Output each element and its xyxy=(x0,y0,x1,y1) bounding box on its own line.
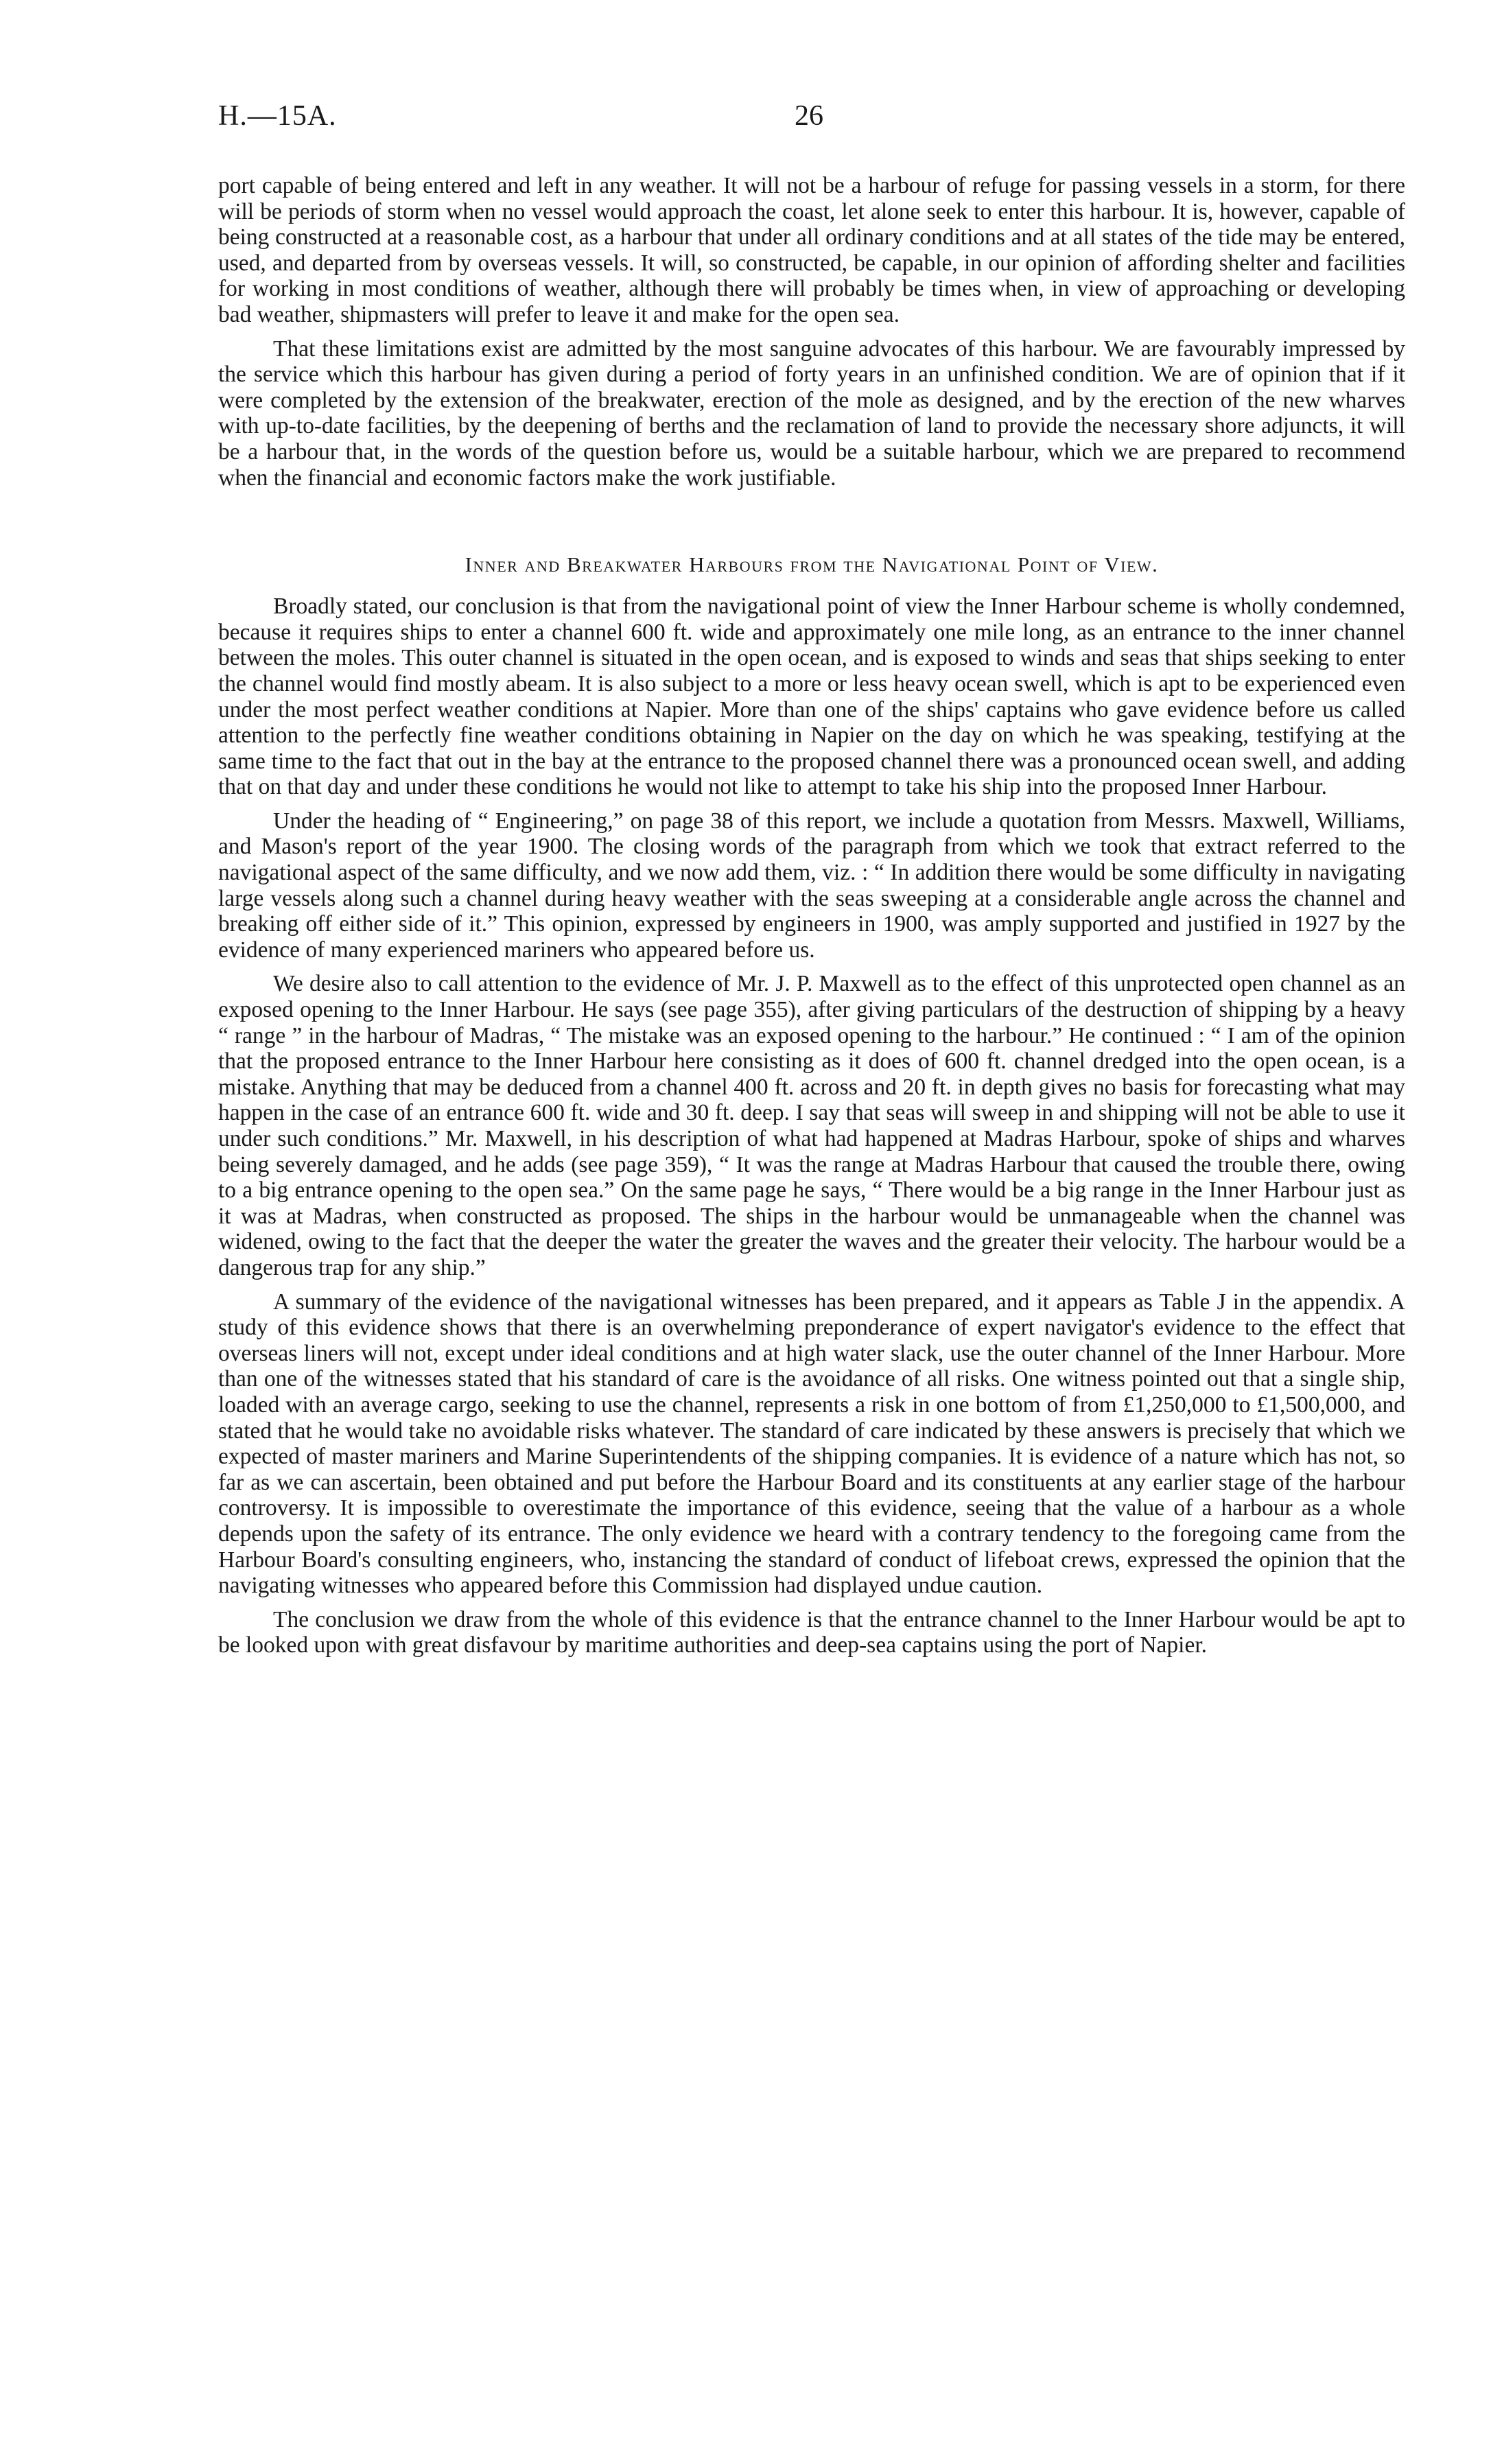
document-reference: H.—15A. xyxy=(218,100,337,132)
paragraph: We desire also to call attention to the evidence of Mr. J. P. Maxwell as to the effect of this unprotected open channel as an exposed opening to the Inner Harbour. He says (see page 355), after giving particulars of the destruction of shipping by a heavy “ range ” in the harbour of Madras, “ The mistake was an exposed opening to the harbour.” He continued : “ I am of the opinion that the proposed entrance to the Inner Harbour here consisting as it does of 600 ft. channel dredged into the open ocean, is a mistake. Anything that may be deduced from a channel 400 ft. across and 20 ft. in depth gives no basis for forecasting what may happen in the case of an entrance 600 ft. wide and 30 ft. deep. I say that seas will sweep in and shipping will not be able to use it under such conditions.” Mr. Maxwell, in his description of what had happened at Madras Harbour, spoke of ships and wharves being severely damaged, and he adds (see page 359), “ It was the range at Madras Harbour that caused the trouble there, owing to a big entrance opening to the open sea.” On the same page he says, “ There would be a big range in the Inner Harbour just as it was at Madras, when constructed as proposed. The ships in the harbour would be unmanageable when the channel was widened, owing to the fact that the deeper the water the greater the waves and the greater their velocity. The harbour would be a dangerous trap for any ship.” xyxy=(218,971,1405,1280)
paragraph: Under the heading of “ Engineering,” on page 38 of this report, we include a quotation from Messrs. Maxwell, Williams, and Mason's report of the year 1900. The closing words of the paragraph from which we took that extract referred to the navigational aspect of the same difficulty, and we now add them, viz. : “ In addition there would be some difficulty in navigating large vessels along such a channel during heavy weather with the seas sweeping at a considerable angle across the channel and breaking off either side of it.” This opinion, expressed by engineers in 1900, was amply supported and justified in 1927 by the evidence of many experienced mariners who appeared before us. xyxy=(218,808,1405,963)
body-text xyxy=(218,173,1405,1667)
running-header xyxy=(218,99,1405,141)
paragraph: A summary of the evidence of the navigational witnesses has been prepared, and it appears as Table J in the appendix. A study of this evidence shows that there is an overwhelming preponderance of expert navigator's evidence to the effect that overseas liners will not, except under ideal conditions and at high water slack, use the outer channel of the Inner Harbour. More than one of the witnesses stated that his standard of care is the avoidance of all risks. One witness pointed out that a single ship, loaded with an average cargo, seeking to use the channel, represents a risk in one bottom of from £1,250,000 to £1,500,000, and stated that he would take no avoidable risks whatever. The standard of care indicated by these answers is precisely that which we expected of master mariners and Marine Superintendents of the shipping companies. It is evidence of a nature which has not, so far as we can ascertain, been obtained and put before the Harbour Board and its constituents at any earlier stage of the harbour controversy. It is impossible to overestimate the importance of this evidence, seeing that the value of a harbour as a whole depends upon the safety of its entrance. The only evidence we heard with a contrary tendency to the foregoing came from the Harbour Board's consulting engineers, who, instancing the standard of conduct of lifeboat crews, expressed the opinion that the navigating witnesses who appeared before this Commission had displayed undue caution. xyxy=(218,1289,1405,1599)
section-heading: Inner and Breakwater Harbours from the Navigational Point of View. xyxy=(465,552,1159,577)
paragraph: port capable of being entered and left in any weather. It will not be a harbour of refuge for passing vessels in a storm, for there will be periods of storm when no vessel would approach the coast, let alone seek to enter this harbour. It is, however, capable of being constructed at a reasonable cost, as a harbour that under all ordinary conditions and at all states of the tide may be entered, used, and departed from by overseas vessels. It will, so constructed, be capable, in our opinion of affording shelter and facilities for working in most conditions of weather, although there will probably be times when, in view of approaching or developing bad weather, shipmasters will prefer to leave it and make for the open sea. xyxy=(218,173,1405,327)
section-navigational-view xyxy=(218,594,1405,1658)
page-number: 26 xyxy=(795,100,823,132)
paragraph: Broadly stated, our conclusion is that from the navigational point of view the Inner Harbour scheme is wholly condemned, because it requires ships to enter a channel 600 ft. wide and approximately one mile long, as an entrance to the inner channel between the moles. This outer channel is situated in the open ocean, and is exposed to winds and seas that ships seeking to enter the channel would find mostly abeam. It is also subject to a more or less heavy ocean swell, which is apt to be experienced even under the most perfect weather conditions at Napier. More than one of the ships' captains who gave evidence before us called attention to the perfectly fine weather conditions obtaining in Napier on the day on which he was speaking, testifying at the same time to the fact that out in the bay at the entrance to the proposed channel there was a pronounced ocean swell, and adding that on that day and under these conditions he would not like to attempt to take his ship into the proposed Inner Harbour. xyxy=(218,594,1405,800)
paragraph: The conclusion we draw from the whole of this evidence is that the entrance channel to the Inner Harbour would be apt to be looked upon with great disfavour by maritime authorities and deep-sea captains using the port of Napier. xyxy=(218,1606,1405,1658)
section-suitable-harbour xyxy=(218,173,1405,491)
paragraph: That these limitations exist are admitted by the most sanguine advocates of this harbour. We are favourably impressed by the service which this harbour has given during a period of forty years in an unfinished condition. We are of opinion that if it were completed by the extension of the breakwater, erection of the mole as designed, and by the erection of the new wharves with up-to-date facilities, by the deepening of berths and the reclamation of land to provide the necessary shore adjuncts, it will be a harbour that, in the words of the question before us, would be a suitable harbour, which we are prepared to recommend when the financial and economic factors make the work justifiable. xyxy=(218,336,1405,491)
